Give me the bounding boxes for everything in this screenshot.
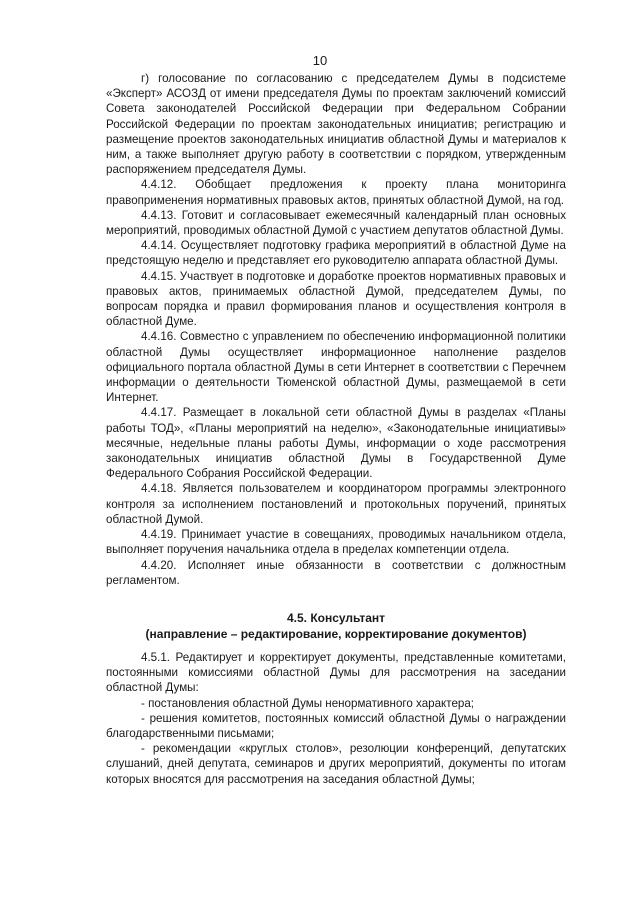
- section-title: 4.5. Консультант: [286, 610, 386, 625]
- paragraph-4-4-19: 4.4.19. Принимает участие в совещаниях, проводимых начальником отдела, выполняет поручения начальника отдела в пределах компетенции отдела.: [106, 528, 566, 557]
- paragraph-4-4-20: 4.4.20. Исполняет иные обязанности в соответствии с должностным регламентом.: [106, 558, 566, 587]
- paragraph-4-5-1: 4.5.1. Редактирует и корректирует документы, представленные комитетами, постоянными комиссиями областной Думы для рассмотрения на заседании областной Думы:: [106, 650, 566, 695]
- list-item-resolutions: - постановления областной Думы ненормативного характера;: [141, 696, 475, 710]
- paragraph-4-4-12: 4.4.12. Обобщает предложения к проекту плана мониторинга правоприменения нормативных правовых актов, принятых областной Думой, на год.: [106, 178, 566, 207]
- paragraph-4-4-16: 4.4.16. Совместно с управлением по обеспечению информационной политики областной Думы осуществляет информационное наполнение разделов официального портала областной Думы в сети Интернет в соответствии с Перечнем информации о деятельности Тюменской областной Думы, размещаемой в сети Интернет.: [106, 330, 566, 405]
- paragraph-voting: г) голосование по согласованию с председателем Думы в подсистеме «Эксперт» АСОЗД от имени председателя Думы по проектам заключений комиссий Совета законодателей Российской Федерации при Федеральном Собрании Российской Федерации по проектам законодательных инициатив; регистрацию и размещение проектов законодательных инициатив областной Думы и материалов к ним, а также выполняет другую работу в соответствии с порядком, утвержденным распоряжением председателя Думы.: [106, 72, 566, 177]
- list-item-recommendations: - рекомендации «круглых столов», резолюции конференций, депутатских слушаний, дней депутата, семинаров и других мероприятий, документы по итогам которых вносятся для рассмотрения на заседания областной Думы;: [106, 742, 566, 786]
- paragraph-4-4-15: 4.4.15. Участвует в подготовке и доработке проектов нормативных правовых и правовых актов, принимаемых областной Думой, председателем Думы, по вопросам порядка и правил формирования планов и осуществления контроля в областной Думе.: [106, 269, 566, 329]
- page-number: 10: [312, 53, 328, 68]
- paragraph-4-4-13: 4.4.13. Готовит и согласовывает ежемесячный календарный план основных мероприятий, проводимых областной Думой с участием депутатов областной Думы.: [106, 208, 566, 238]
- document-body: [106, 71, 566, 787]
- section-subtitle: (направление – редактирование, корректирование документов): [145, 626, 527, 641]
- paragraph-4-4-18: 4.4.18. Является пользователем и координатором программы электронного контроля за исполнением постановлений и протокольных поручений, принятых областной Думой.: [106, 482, 566, 526]
- spacer: [106, 642, 566, 650]
- paragraph-4-4-17: 4.4.17. Размещает в локальной сети областной Думы в разделах «Планы работы ТОД», «Планы мероприятий на неделю», «Законодательные инициативы» месячные, недельные планы работы Думы, информации о ходе рассмотрения законодательных инициатив областной Думы в Государственной Думе Федерального Собрания Российской Федерации.: [106, 406, 566, 481]
- section-heading: [106, 610, 566, 642]
- list-item-committee-decisions: - решения комитетов, постоянных комиссий областной Думы о награждении благодарственными письмами;: [106, 711, 566, 740]
- paragraph-4-4-14: 4.4.14. Осуществляет подготовку графика мероприятий в областной Думе на предстоящую неделю и представляет его руководителю аппарата областной Думы.: [106, 239, 566, 268]
